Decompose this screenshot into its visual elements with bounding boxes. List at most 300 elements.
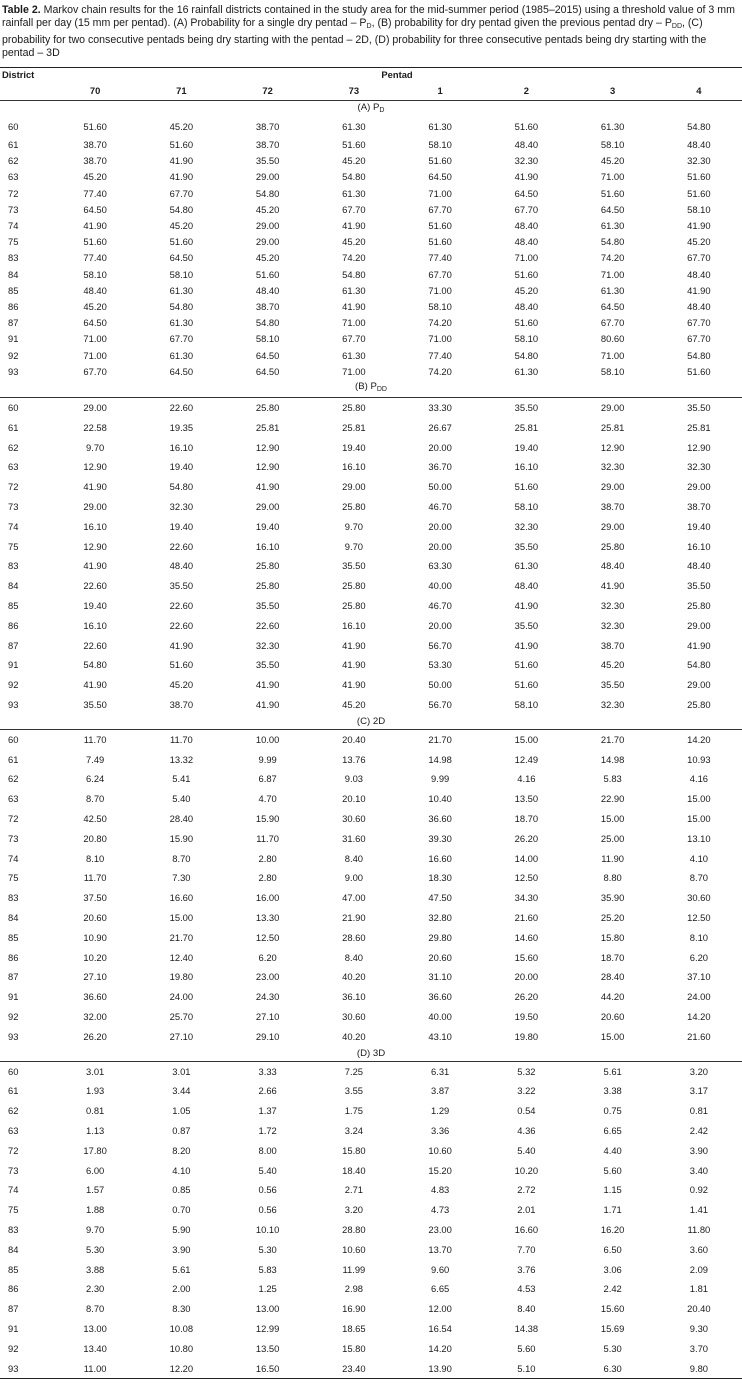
value-cell: 2.80 (258, 872, 277, 884)
value-cell: 41.90 (687, 284, 711, 296)
value-cell: 54.80 (600, 236, 625, 248)
value-cell: 28.40 (169, 812, 194, 824)
value-cell: 16.10 (687, 540, 711, 552)
value-cell: 33.30 (428, 402, 452, 414)
column-header: 2 (483, 82, 569, 101)
value-cell: 4.36 (517, 1124, 536, 1136)
value-cell: 2.00 (172, 1283, 191, 1295)
value-cell: 61.30 (600, 284, 625, 296)
value-cell: 20.00 (428, 520, 452, 532)
value-cell: 3.20 (689, 1065, 708, 1077)
district-cell: 61 (8, 139, 19, 150)
value-cell: 9.70 (86, 441, 105, 453)
district-cell: 85 (8, 1263, 19, 1275)
table-row (0, 169, 742, 185)
value-cell: 41.90 (169, 639, 194, 651)
table-row (0, 1061, 742, 1081)
value-cell: 43.10 (428, 1030, 452, 1042)
section-label (0, 1047, 742, 1062)
table-row (0, 729, 742, 749)
pentad-header: Pentad (52, 68, 742, 83)
value-cell: 15.00 (687, 812, 711, 824)
value-cell: 71.00 (83, 349, 107, 361)
value-cell: 11.70 (256, 832, 279, 844)
district-cell: 61 (8, 421, 19, 433)
value-cell: 25.80 (255, 560, 280, 572)
district-cell: 93 (8, 365, 19, 377)
value-cell: 15.00 (687, 793, 711, 805)
value-cell: 29.00 (600, 520, 625, 532)
district-cell: 92 (8, 1342, 19, 1354)
value-cell: 71.00 (428, 187, 452, 199)
district-cell: 63 (8, 1124, 19, 1136)
value-cell: 29.10 (255, 1030, 280, 1042)
value-cell: 6.24 (86, 773, 105, 785)
table-row (0, 186, 742, 202)
value-cell: 2.71 (344, 1184, 363, 1196)
value-cell: 45.20 (83, 171, 107, 183)
value-cell: 38.70 (687, 501, 711, 513)
district-cell: 62 (8, 773, 19, 785)
value-cell: 29.00 (255, 236, 280, 248)
value-cell: 58.10 (169, 268, 194, 280)
value-cell: 42.50 (83, 812, 107, 824)
value-cell: 1.05 (172, 1105, 191, 1117)
value-cell: 25.80 (342, 580, 366, 592)
value-cell: 3.33 (258, 1065, 277, 1077)
district-cell: 62 (8, 155, 19, 167)
value-cell: 41.90 (342, 679, 366, 691)
table-body (0, 68, 742, 1379)
value-cell: 4.73 (431, 1204, 450, 1216)
value-cell: 67.70 (342, 203, 366, 215)
value-cell: 3.90 (689, 1144, 708, 1156)
value-cell: 71.00 (428, 333, 452, 345)
value-cell: 35.50 (600, 679, 625, 691)
value-cell: 45.20 (687, 236, 711, 248)
value-cell: 51.60 (687, 365, 711, 377)
value-cell: 50.00 (428, 481, 452, 493)
value-cell: 30.60 (342, 1010, 366, 1022)
value-cell: 15.80 (342, 1342, 366, 1354)
value-cell: 8.40 (517, 1303, 536, 1315)
value-cell: 54.80 (342, 171, 366, 183)
value-cell: 12.90 (83, 461, 107, 473)
value-cell: 19.40 (514, 441, 539, 453)
value-cell: 7.49 (86, 753, 105, 765)
value-cell: 25.00 (600, 832, 625, 844)
value-cell: 9.60 (431, 1263, 450, 1275)
value-cell: 54.80 (342, 268, 366, 280)
value-cell: 41.90 (687, 220, 711, 232)
section-label-text: (B) P (355, 381, 377, 393)
value-cell: 10.20 (514, 1164, 539, 1176)
value-cell: 34.30 (514, 892, 539, 904)
value-cell: 29.00 (255, 220, 280, 232)
district-cell: 74 (8, 852, 19, 864)
value-cell: 13.30 (255, 911, 280, 923)
value-cell: 77.40 (83, 187, 107, 199)
value-cell: 25.80 (255, 580, 280, 592)
value-cell: 35.50 (514, 402, 539, 414)
value-cell: 19.40 (169, 461, 194, 473)
value-cell: 54.80 (169, 203, 194, 215)
value-cell: 41.90 (83, 220, 107, 232)
value-cell: 45.20 (342, 699, 366, 710)
value-cell: 61.30 (514, 365, 539, 377)
value-cell: 61.30 (169, 284, 194, 296)
value-cell: 6.65 (603, 1124, 622, 1136)
district-cell: 60 (8, 120, 19, 132)
value-cell: 14.20 (687, 1010, 711, 1022)
value-cell: 51.60 (514, 317, 539, 329)
table-row (0, 1299, 742, 1319)
value-cell: 13.32 (169, 753, 194, 765)
district-cell: 92 (8, 1010, 19, 1022)
value-cell: 67.70 (83, 365, 107, 377)
value-cell: 35.50 (687, 402, 711, 414)
district-cell: 93 (8, 1030, 19, 1042)
value-cell: 20.00 (428, 441, 452, 453)
value-cell: 15.69 (600, 1322, 625, 1334)
value-cell: 5.60 (603, 1164, 622, 1176)
value-cell: 45.20 (169, 120, 194, 132)
value-cell: 5.30 (86, 1243, 105, 1255)
value-cell: 71.00 (428, 284, 452, 296)
district-cell: 60 (8, 402, 19, 414)
district-cell: 74 (8, 1184, 19, 1196)
value-cell: 15.80 (600, 931, 625, 943)
value-cell: 40.20 (342, 1030, 366, 1042)
value-cell: 61.30 (342, 187, 366, 199)
value-cell: 74.20 (428, 317, 452, 329)
value-cell: 6.30 (570, 1359, 656, 1379)
district-cell: 62 (8, 441, 19, 453)
value-cell: 54.80 (255, 187, 280, 199)
value-cell: 3.06 (603, 1263, 622, 1275)
table-row (0, 137, 742, 153)
section-header-row (0, 715, 742, 730)
district-cell: 83 (8, 892, 19, 904)
value-cell: 45.20 (255, 203, 280, 215)
value-cell: 51.60 (428, 220, 452, 232)
value-cell: 29.80 (428, 931, 452, 943)
district-cell: 83 (8, 560, 19, 572)
value-cell: 4.10 (172, 1164, 191, 1176)
value-cell: 51.60 (255, 268, 280, 280)
value-cell: 4.53 (517, 1283, 536, 1295)
value-cell: 0.92 (689, 1184, 708, 1196)
value-cell: 45.20 (169, 220, 194, 232)
value-cell: 5.41 (172, 773, 191, 785)
table-row (0, 868, 742, 888)
value-cell: 25.80 (342, 600, 366, 612)
table-row (0, 283, 742, 299)
value-cell: 64.50 (600, 203, 625, 215)
table-row (0, 364, 742, 380)
value-cell: 16.20 (600, 1223, 625, 1235)
value-cell: 53.30 (428, 659, 452, 671)
value-cell: 12.50 (255, 931, 280, 943)
table-row (0, 616, 742, 636)
value-cell: 15.20 (428, 1164, 452, 1176)
value-cell: 38.70 (600, 639, 625, 651)
section-label-subscript: DD (376, 386, 387, 394)
value-cell: 14.60 (514, 931, 539, 943)
table-row (0, 1319, 742, 1339)
table-row (0, 438, 742, 458)
value-cell: 48.40 (514, 139, 539, 150)
value-cell: 58.10 (514, 501, 539, 513)
value-cell: 6.20 (258, 951, 277, 963)
value-cell: 54.80 (687, 120, 711, 132)
district-cell: 91 (8, 991, 19, 1003)
value-cell: 64.50 (428, 171, 452, 183)
value-cell: 16.10 (342, 461, 366, 473)
header-row-1 (0, 68, 742, 83)
value-cell: 58.10 (687, 203, 711, 215)
caption-text-2: , (B) probability for dry pentad given the previous pentad dry – P (371, 17, 672, 30)
header-empty-cell (0, 82, 52, 101)
value-cell: 20.40 (342, 733, 366, 745)
table-row (0, 636, 742, 656)
value-cell: 58.10 (428, 139, 452, 150)
value-cell: 41.90 (169, 155, 194, 167)
value-cell: 12.49 (514, 753, 539, 765)
table-row (0, 1339, 742, 1359)
value-cell: 5.40 (172, 793, 191, 805)
value-cell: 18.65 (342, 1322, 366, 1334)
value-cell: 19.40 (169, 520, 194, 532)
value-cell: 77.40 (428, 349, 452, 361)
value-cell: 41.90 (514, 171, 539, 183)
value-cell: 6.50 (603, 1243, 622, 1255)
value-cell: 35.50 (255, 600, 280, 612)
value-cell: 51.60 (514, 268, 539, 280)
value-cell: 13.50 (255, 1342, 280, 1354)
table-row (0, 1027, 742, 1047)
value-cell: 24.00 (687, 991, 711, 1003)
value-cell: 58.10 (600, 365, 625, 377)
table-row (0, 348, 742, 364)
value-cell: 51.60 (514, 481, 539, 493)
value-cell: 36.60 (83, 991, 107, 1003)
value-cell: 10.10 (255, 1223, 280, 1235)
value-cell: 10.40 (428, 793, 452, 805)
district-cell: 73 (8, 832, 19, 844)
value-cell: 5.60 (517, 1342, 536, 1354)
value-cell: 74.20 (600, 252, 625, 264)
district-cell: 85 (8, 931, 19, 943)
caption-subscript-d: D (366, 23, 372, 31)
table-row (0, 1220, 742, 1240)
district-cell: 84 (8, 911, 19, 923)
value-cell: 35.50 (83, 699, 107, 710)
value-cell: 3.88 (86, 1263, 105, 1275)
value-cell: 4.10 (689, 852, 708, 864)
value-cell: 32.30 (600, 461, 625, 473)
table-row (0, 315, 742, 331)
value-cell: 46.70 (428, 600, 452, 612)
value-cell: 4.40 (603, 1144, 622, 1156)
value-cell: 10.00 (255, 733, 280, 745)
value-cell: 26.20 (514, 832, 539, 844)
value-cell: 54.80 (514, 349, 539, 361)
table-row (0, 789, 742, 809)
value-cell: 67.70 (687, 333, 711, 345)
value-cell: 58.10 (514, 333, 539, 345)
value-cell: 4.16 (689, 773, 708, 785)
district-cell: 86 (8, 619, 19, 631)
value-cell: 12.99 (255, 1322, 280, 1334)
district-cell: 72 (8, 187, 19, 199)
value-cell: 5.30 (603, 1342, 622, 1354)
table-row (0, 398, 742, 418)
value-cell: 2.66 (258, 1085, 277, 1097)
value-cell: 77.40 (83, 252, 107, 264)
value-cell: 29.00 (342, 481, 366, 493)
value-cell: 51.60 (687, 171, 711, 183)
value-cell: 36.60 (428, 991, 452, 1003)
value-cell: 32.30 (514, 520, 539, 532)
value-cell: 64.50 (255, 365, 280, 377)
value-cell: 51.60 (169, 139, 194, 150)
table-row (0, 750, 742, 770)
value-cell: 12.50 (514, 872, 539, 884)
value-cell: 58.10 (600, 139, 625, 150)
value-cell: 67.70 (169, 187, 194, 199)
value-cell: 51.60 (514, 679, 539, 691)
value-cell: 22.58 (83, 421, 107, 433)
value-cell: 28.80 (342, 1223, 366, 1235)
column-header: 3 (570, 82, 656, 101)
value-cell: 32.30 (687, 155, 711, 167)
value-cell: 35.50 (514, 540, 539, 552)
value-cell: 13.00 (83, 1322, 107, 1334)
value-cell: 25.80 (342, 501, 366, 513)
district-cell: 63 (8, 461, 19, 473)
value-cell: 74.20 (342, 252, 366, 264)
value-cell: 8.70 (86, 793, 105, 805)
value-cell: 19.80 (514, 1030, 539, 1042)
value-cell: 12.90 (687, 441, 711, 453)
value-cell: 15.00 (169, 911, 194, 923)
value-cell: 25.80 (687, 600, 711, 612)
value-cell: 25.81 (687, 421, 711, 433)
value-cell: 25.81 (514, 421, 539, 433)
value-cell: 14.98 (600, 753, 625, 765)
value-cell: 30.60 (342, 812, 366, 824)
value-cell: 15.60 (514, 951, 539, 963)
table-row (0, 987, 742, 1007)
value-cell: 3.40 (689, 1164, 708, 1176)
district-cell: 75 (8, 872, 19, 884)
value-cell: 51.60 (428, 236, 452, 248)
value-cell: 14.00 (514, 852, 539, 864)
value-cell: 74.20 (428, 365, 452, 377)
value-cell: 48.40 (255, 284, 280, 296)
table-row (0, 331, 742, 347)
value-cell: 20.00 (428, 540, 452, 552)
value-cell: 32.80 (428, 911, 452, 923)
value-cell: 26.20 (514, 991, 539, 1003)
value-cell: 13.50 (514, 793, 539, 805)
value-cell: 5.30 (258, 1243, 277, 1255)
value-cell: 3.17 (689, 1085, 708, 1097)
value-cell: 64.50 (169, 252, 194, 264)
value-cell: 12.90 (255, 461, 280, 473)
value-cell: 47.50 (428, 892, 452, 904)
value-cell: 14.98 (428, 753, 452, 765)
value-cell: 10.90 (83, 931, 107, 943)
value-cell: 29.00 (687, 481, 711, 493)
value-cell: 23.40 (311, 1359, 397, 1379)
district-cell: 85 (8, 284, 19, 296)
value-cell: 41.90 (255, 679, 280, 691)
table-row (0, 1359, 742, 1379)
value-cell: 19.80 (169, 971, 194, 983)
district-cell: 74 (8, 220, 19, 232)
value-cell: 71.00 (514, 252, 539, 264)
table-row (0, 537, 742, 557)
value-cell: 56.70 (428, 639, 452, 651)
value-cell: 6.00 (86, 1164, 105, 1176)
value-cell: 1.25 (258, 1283, 277, 1295)
table-row (0, 967, 742, 987)
value-cell: 15.90 (169, 832, 194, 844)
value-cell: 51.60 (83, 120, 107, 132)
value-cell: 16.10 (169, 441, 194, 453)
value-cell: 35.50 (255, 659, 280, 671)
district-cell: 92 (8, 679, 19, 691)
value-cell: 5.90 (172, 1223, 191, 1235)
value-cell: 67.70 (514, 203, 539, 215)
table-row (0, 809, 742, 829)
value-cell: 27.10 (169, 1030, 194, 1042)
value-cell: 8.30 (172, 1303, 191, 1315)
value-cell: 35.50 (687, 580, 711, 592)
value-cell: 6.20 (689, 951, 708, 963)
value-cell: 20.40 (687, 1303, 711, 1315)
value-cell: 20.80 (83, 832, 107, 844)
caption-text: Markov chain results for the 16 rainfall districts contained in the study area for the mid-summer period (1985–2015) using a threshold value of 3 mm rainfall per day (15 mm per pentad). (A) Probability for a single dry pentad – P (2, 4, 735, 30)
value-cell: 23.00 (255, 971, 280, 983)
value-cell: 16.50 (225, 1359, 311, 1379)
value-cell: 41.90 (169, 171, 194, 183)
section-label-text: (A) P (357, 102, 380, 113)
value-cell: 32.30 (600, 699, 625, 710)
value-cell: 36.10 (342, 991, 366, 1003)
section-header-row (0, 380, 742, 398)
value-cell: 61.30 (600, 120, 625, 132)
value-cell: 9.70 (344, 540, 363, 552)
value-cell: 1.37 (258, 1105, 277, 1117)
value-cell: 41.90 (342, 659, 366, 671)
value-cell: 16.10 (514, 461, 539, 473)
value-cell: 20.60 (600, 1010, 625, 1022)
value-cell: 32.30 (687, 461, 711, 473)
value-cell: 67.70 (687, 252, 711, 264)
value-cell: 51.60 (169, 659, 194, 671)
value-cell: 30.60 (687, 892, 711, 904)
value-cell: 25.80 (255, 402, 280, 414)
value-cell: 15.80 (342, 1144, 366, 1156)
table-row (0, 675, 742, 695)
value-cell: 4.70 (258, 793, 277, 805)
value-cell: 41.90 (83, 679, 107, 691)
value-cell: 9.99 (258, 753, 277, 765)
value-cell: 29.00 (83, 402, 107, 414)
